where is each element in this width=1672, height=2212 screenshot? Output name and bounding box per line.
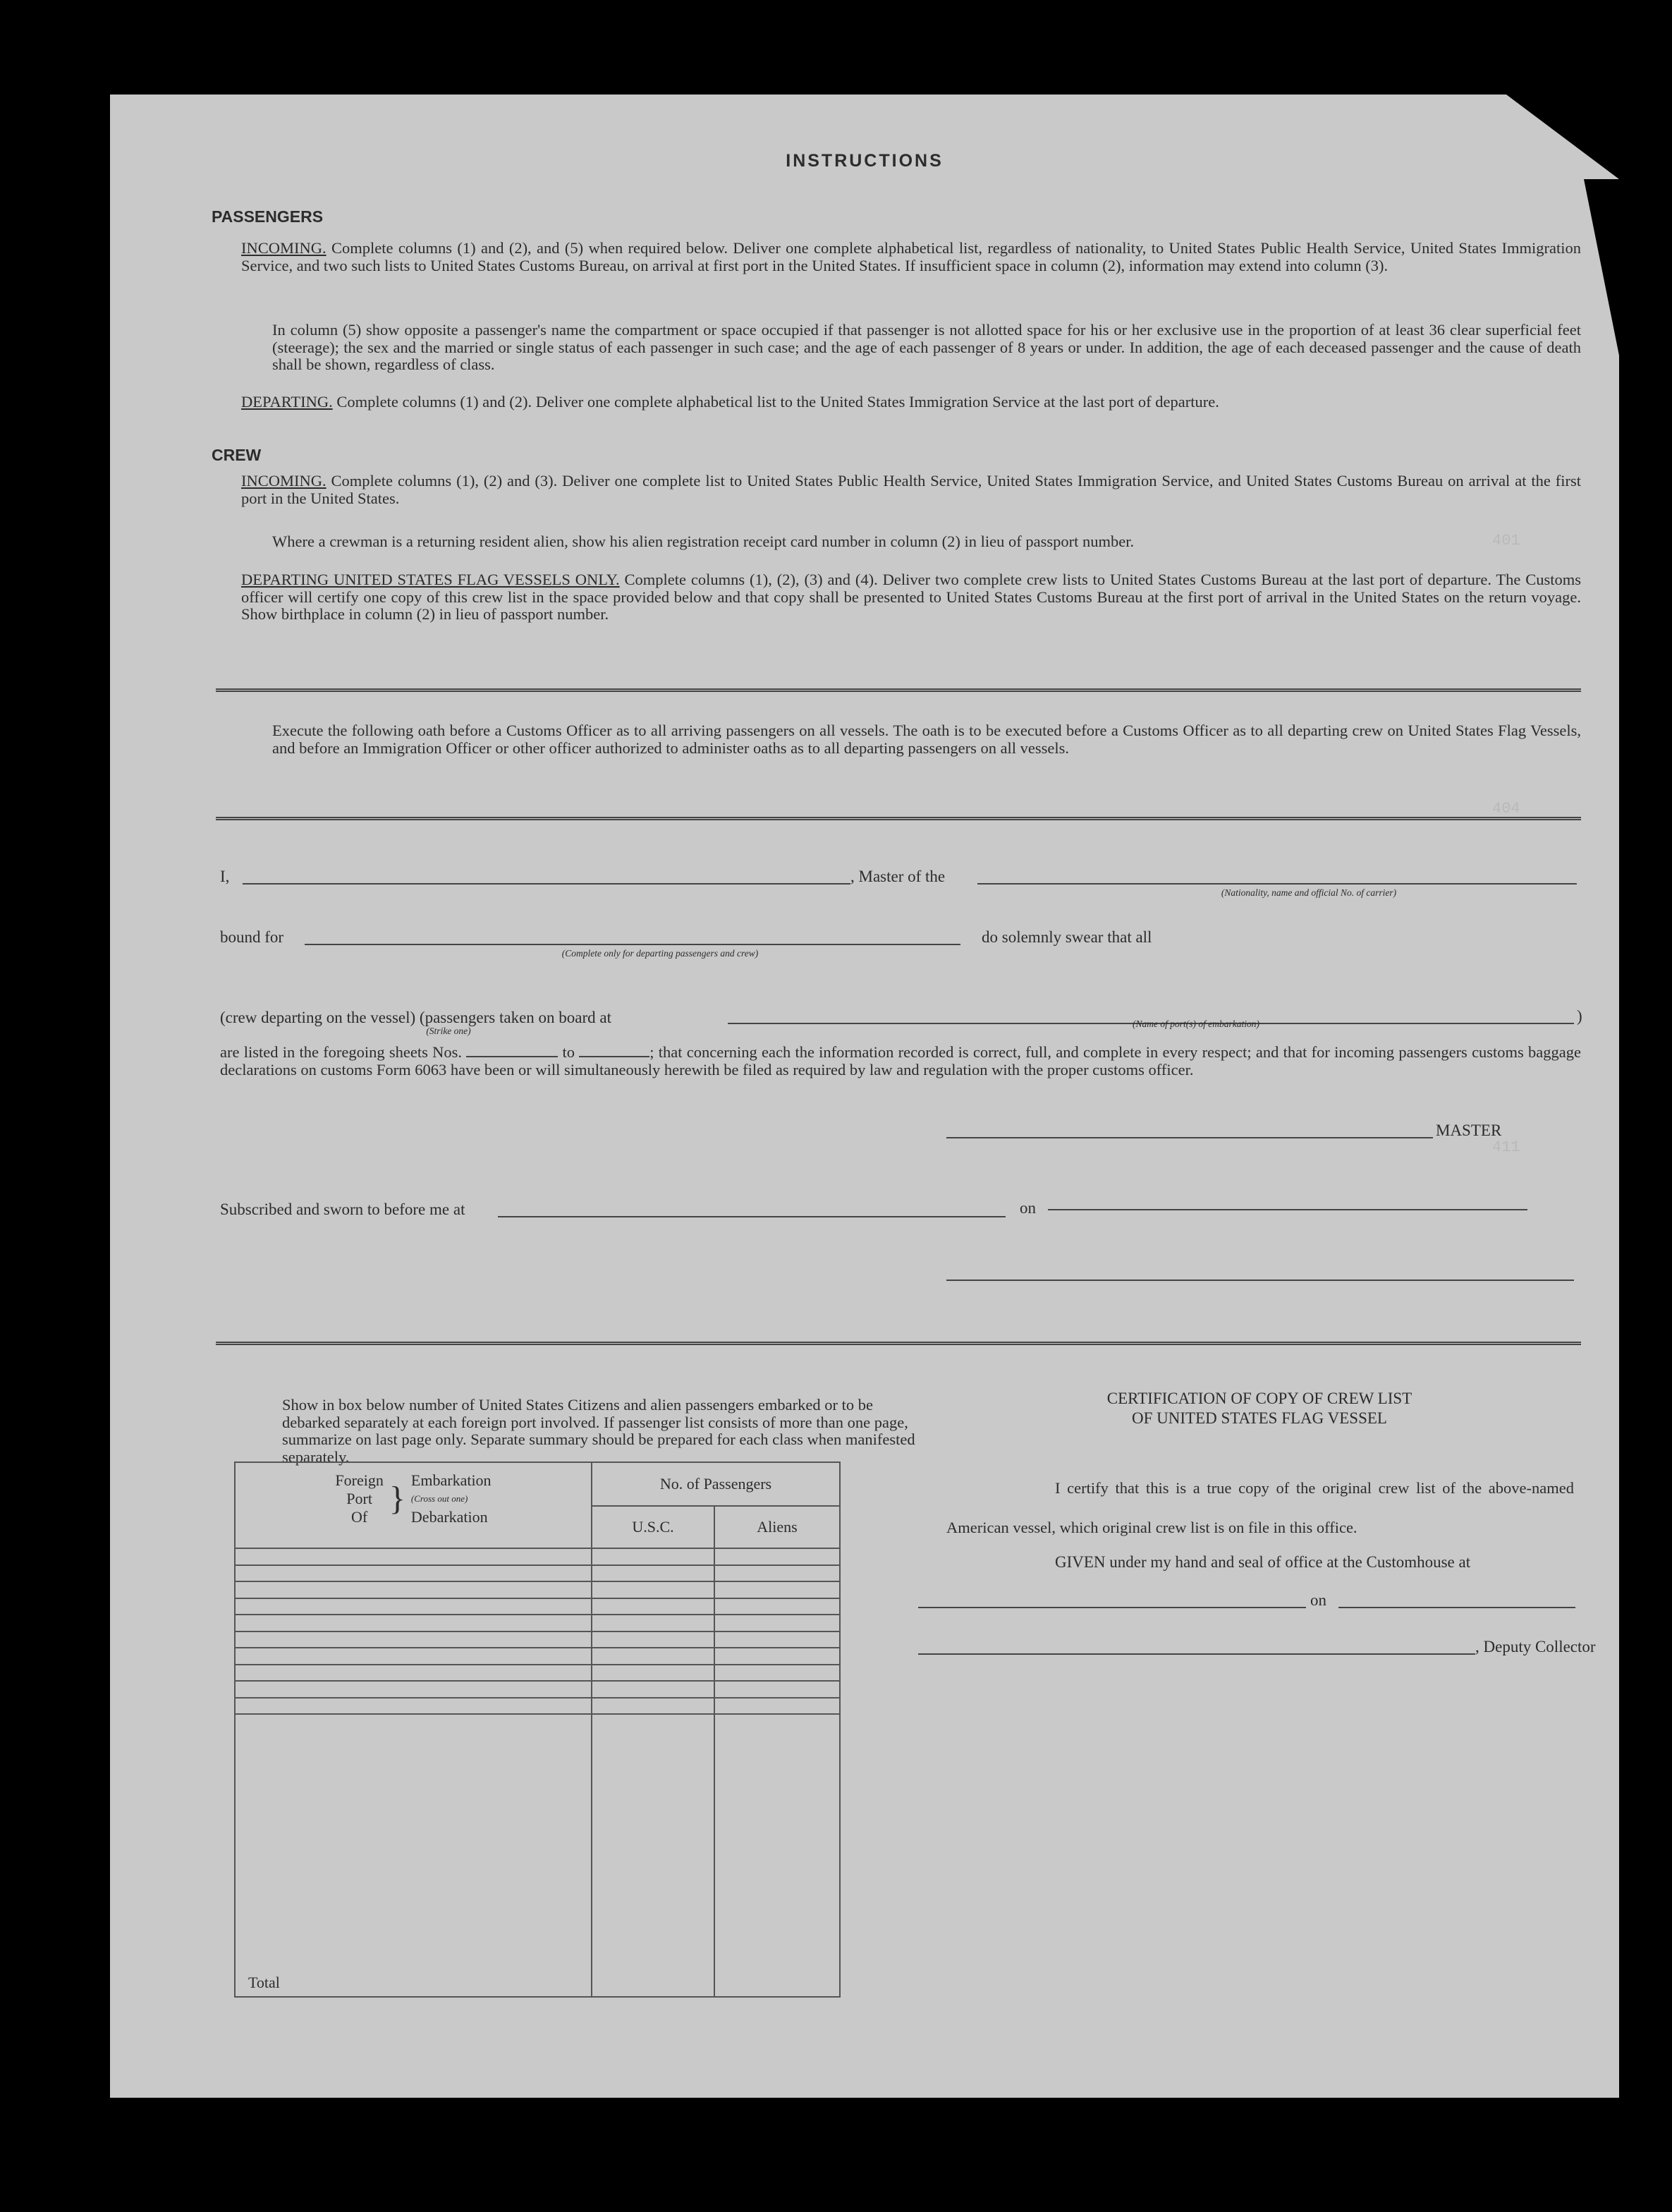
aliens-cell[interactable]	[714, 1581, 840, 1598]
aliens-cell[interactable]	[714, 1565, 840, 1582]
carrier-note: (Nationality, name and official No. of carrier)	[1221, 887, 1397, 898]
listed-rest: and that for incoming passengers customs baggage declarations on customs Form 6063 have been or will simultaneously herewith be filed as required by law and regulation with the proper customs officer.	[220, 1043, 1582, 1078]
aliens-cell[interactable]	[714, 1631, 840, 1648]
total-row	[235, 1714, 840, 1997]
subscribed-label: Subscribed and sworn to before me at	[220, 1201, 465, 1218]
crew-incoming	[241, 473, 1581, 507]
passengers-departing	[241, 394, 1581, 411]
port-note: (Name of port(s) of embarkation)	[1133, 1019, 1259, 1029]
passengers-column5: In column (5) show opposite a passenger's name the compartment or space occupied if that passenger is not allotted space for his or her exclusive use in the proportion of at least 36 clear superficial feet (steerage); the sex and the married or single status of each passenger in such case; and the age of each passenger of 8 years or under. In addition, the age of each deceased passenger and the cause of death shall be shown, regardless of class.	[272, 321, 1581, 373]
subscribed-place-line[interactable]	[498, 1216, 1006, 1217]
form-sheet	[110, 95, 1619, 2098]
aliens-cell[interactable]	[714, 1648, 840, 1665]
crew-resident: Where a crewman is a returning resident alien, show his alien registration receipt card number in column (2) in lieu of passport number.	[272, 533, 1135, 550]
oath-i-label: I,	[220, 868, 230, 885]
listed-post: ; that concerning each the information recorded is correct, full, and complete in every respect;	[649, 1043, 1252, 1061]
strike-one-note: (Strike one)	[426, 1026, 471, 1036]
port-cell[interactable]	[235, 1698, 592, 1715]
departing-text: Complete columns (1) and (2). Deliver one complete alphabetical list to the United States Immigration Service at the last port of departure.	[336, 393, 1219, 411]
bound-for-label: bound for	[220, 928, 284, 946]
certification-heading-1: CERTIFICATION OF COPY OF CREW LIST	[1106, 1390, 1412, 1407]
aliens-cell[interactable]	[714, 1698, 840, 1715]
port-header	[235, 1462, 592, 1548]
close-paren: )	[1577, 1007, 1582, 1025]
usc-cell[interactable]	[592, 1698, 714, 1715]
port-cell[interactable]	[235, 1598, 592, 1615]
table-row	[235, 1548, 840, 1565]
embarkation-label: Embarkation	[410, 1471, 492, 1489]
crew-departing	[241, 571, 1581, 624]
port-cell[interactable]	[235, 1565, 592, 1582]
usc-cell[interactable]	[592, 1548, 714, 1565]
bound-for-note: (Complete only for departing passengers and crew)	[561, 948, 759, 959]
table-row	[235, 1648, 840, 1665]
aliens-header: Aliens	[714, 1506, 840, 1548]
port-cell[interactable]	[235, 1648, 592, 1665]
aliens-cell[interactable]	[714, 1665, 840, 1682]
given-date-line[interactable]	[1338, 1607, 1575, 1608]
crew-departing-text: (crew departing on the vessel) (passengers taken on board at	[220, 1009, 611, 1026]
table-row	[235, 1698, 840, 1715]
passenger-summary-table	[234, 1462, 841, 1998]
debarkation-label: Debarkation	[410, 1508, 488, 1526]
torn-edge	[1584, 179, 1619, 356]
usc-cell[interactable]	[592, 1681, 714, 1698]
table-row	[235, 1615, 840, 1631]
port-cell[interactable]	[235, 1681, 592, 1698]
incoming-text: Complete columns (1) and (2), and (5) when required below. Deliver one complete alphabetical list, regardless of nationality, to United States Public Health Service, United States Immigration Service, and two such lists to United States Customs Bureau, on arrival at first port in the United States. If insufficient space in column (2), information may extend into column (3).	[241, 239, 1582, 274]
certification-heading-2: OF UNITED STATES FLAG VESSEL	[1132, 1409, 1387, 1427]
usc-header: U.S.C.	[592, 1506, 714, 1548]
passengers-incoming	[241, 240, 1581, 274]
usc-cell[interactable]	[592, 1581, 714, 1598]
passengers-heading: PASSENGERS	[212, 207, 324, 226]
oath-intro: Execute the following oath before a Customs Officer as to all arriving passengers on all vessels. The oath is to be executed before a Customs Officer as to all departing crew on United States Flag Vessels, and before an Immigration Officer or other officer authorized to administer oaths as to all departing passengers on all vessels.	[272, 722, 1581, 757]
of-label: Of	[351, 1508, 368, 1526]
crew-incoming-text: Complete columns (1), (2) and (3). Deliver one complete list to United States Public Health Service, United States Immigration Service, and United States Customs Bureau on arrival at the first port in the United States.	[241, 472, 1582, 507]
no-passengers-header: No. of Passengers	[592, 1462, 840, 1506]
subscribed-on-label: on	[1020, 1199, 1036, 1217]
master-name-line[interactable]	[243, 883, 850, 885]
table-row	[235, 1631, 840, 1648]
swear-text: do solemnly swear that all	[982, 928, 1152, 946]
summary-header-row	[235, 1462, 840, 1506]
divider	[216, 817, 1581, 820]
usc-cell[interactable]	[592, 1598, 714, 1615]
port-cell[interactable]	[235, 1548, 592, 1565]
aliens-cell[interactable]	[714, 1548, 840, 1565]
bleed-through: 404	[1492, 800, 1520, 818]
total-label: Total	[235, 1714, 592, 1997]
port-cell[interactable]	[235, 1581, 592, 1598]
divider	[216, 688, 1581, 692]
crew-departing-text: Complete columns (1), (2), (3) and (4). Deliver two complete crew lists to United States Customs Bureau at the last port of departure. The Customs officer will certify one copy of this crew list in the space provided below and that copy shall be presented to United States Customs Bureau at the first port of arrival in the United States on the return voyage. Show birthplace in column (2) in lieu of passport number.	[241, 571, 1582, 623]
aliens-total-cell[interactable]	[714, 1714, 840, 1997]
aliens-cell[interactable]	[714, 1681, 840, 1698]
certification-text: I certify that this is a true copy of the original crew list of the above-named American vessel, which original crew list is on file in this office.	[946, 1479, 1574, 1536]
bleed-through: 411	[1492, 1138, 1520, 1156]
table-row	[235, 1665, 840, 1682]
crew-incoming-label: INCOMING.	[241, 472, 327, 490]
usc-cell[interactable]	[592, 1565, 714, 1582]
page-title: INSTRUCTIONS	[786, 151, 944, 171]
listed-to: to	[562, 1043, 575, 1061]
bound-for-line[interactable]	[305, 944, 960, 945]
brace-icon: }	[389, 1480, 405, 1517]
port-cell[interactable]	[235, 1665, 592, 1682]
summary-instructions: Show in box below number of United States Citizens and alien passengers embarked or to be debarked separately at each foreign port involved. If passenger list consists of more than one page, summarize on last page only. Separate summary should be prepared for each class when manifested separately.	[282, 1396, 915, 1466]
incoming-label: INCOMING.	[241, 239, 327, 257]
deputy-label: , Deputy Collector	[1475, 1638, 1596, 1655]
departing-label: DEPARTING.	[241, 393, 333, 411]
table-row	[235, 1598, 840, 1615]
listed-text	[220, 1044, 1581, 1078]
sheet-from-line[interactable]	[466, 1056, 558, 1057]
port-cell[interactable]	[235, 1631, 592, 1648]
table-row	[235, 1565, 840, 1582]
port-cell[interactable]	[235, 1615, 592, 1631]
aliens-cell[interactable]	[714, 1615, 840, 1631]
carrier-line[interactable]	[977, 883, 1577, 885]
sheet-to-line[interactable]	[579, 1056, 649, 1057]
usc-total-cell[interactable]	[592, 1714, 714, 1997]
table-row	[235, 1681, 840, 1698]
table-row	[235, 1581, 840, 1598]
customhouse-line[interactable]	[918, 1607, 1306, 1608]
cross-out-note: (Cross out one)	[410, 1493, 468, 1504]
usc-cell[interactable]	[592, 1631, 714, 1648]
given-text: GIVEN under my hand and seal of office at the Customhouse at	[1055, 1553, 1471, 1571]
officer-signature-line[interactable]	[946, 1280, 1574, 1281]
crew-heading: CREW	[212, 446, 262, 464]
port-label: Port	[346, 1490, 372, 1507]
usc-cell[interactable]	[592, 1665, 714, 1682]
aliens-cell[interactable]	[714, 1598, 840, 1615]
master-label: MASTER	[1436, 1122, 1502, 1139]
foreign-label: Foreign	[335, 1471, 384, 1489]
usc-cell[interactable]	[592, 1615, 714, 1631]
listed-pre: are listed in the foregoing sheets Nos.	[220, 1043, 463, 1061]
given-on-label: on	[1310, 1591, 1326, 1609]
usc-cell[interactable]	[592, 1648, 714, 1665]
crew-departing-label: DEPARTING UNITED STATES FLAG VESSELS ONLY.	[241, 571, 620, 588]
master-of-label: , Master of the	[850, 868, 946, 885]
subscribed-date-line[interactable]	[1048, 1209, 1527, 1210]
deputy-signature-line[interactable]	[918, 1653, 1475, 1655]
master-signature-line[interactable]	[946, 1137, 1433, 1138]
divider	[216, 1342, 1581, 1345]
bleed-through: 401	[1492, 532, 1520, 549]
